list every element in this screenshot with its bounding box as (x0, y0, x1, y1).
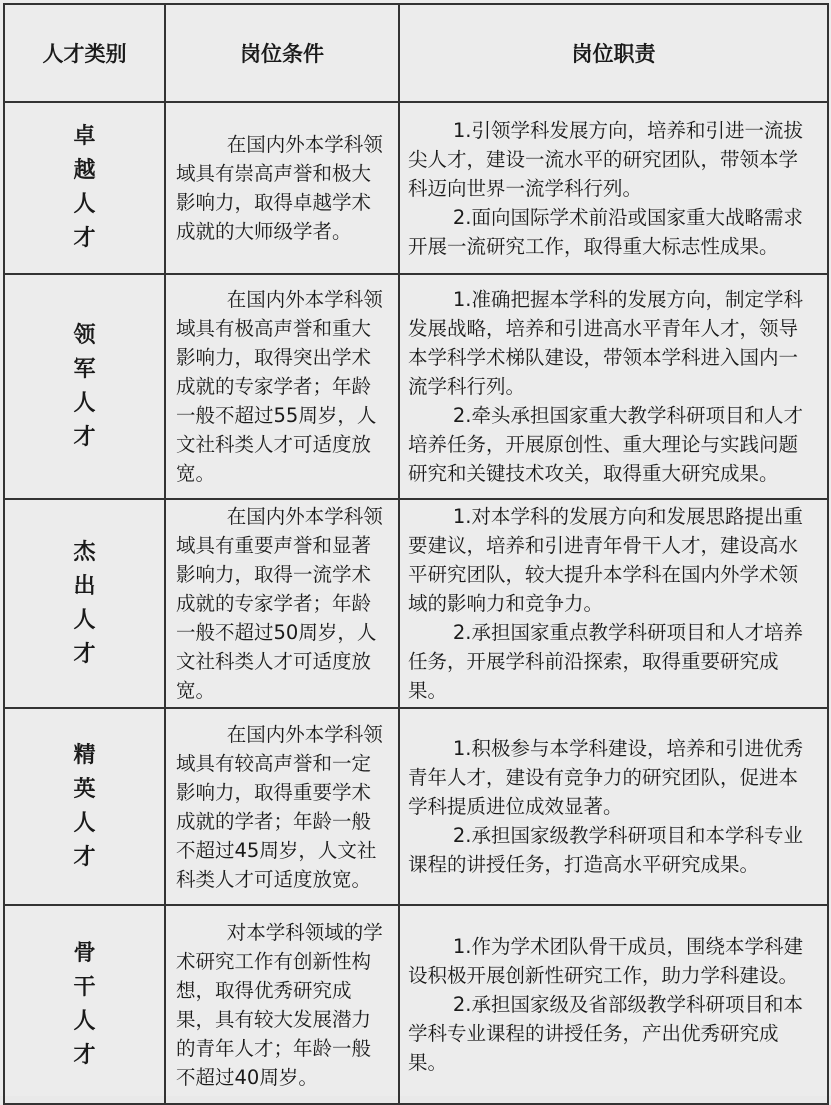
category-char: 越 (73, 158, 96, 183)
table-row (4, 708, 828, 905)
category-char: 人 (73, 192, 96, 217)
duty-item: 2.承担国家级及省部级教学科研项目和本学科专业课程的讲授任务，产出优秀研究成果。 (408, 993, 803, 1074)
duty-item: 1.准确把握本学科的发展方向，制定学科发展战略，培养和引进高水平青年人才，领导本学科学术梯队建设，带领本学科进入国内一流学科行列。 (408, 288, 803, 398)
category-cell (4, 274, 165, 499)
talent-table (3, 3, 829, 1105)
header-row (4, 4, 828, 102)
category-char: 才 (73, 641, 96, 667)
category-char: 领 (73, 322, 96, 348)
duty-cell (399, 274, 828, 499)
duty-item: 2.承担国家级教学科研项目和本学科专业课程的讲授任务，打造高水平研究成果。 (408, 824, 803, 876)
table-row (4, 905, 828, 1104)
category-char: 精 (73, 742, 96, 768)
category-char: 人 (73, 390, 96, 416)
category-char: 才 (73, 226, 96, 251)
duty-item: 2.牵头承担国家重大教学科研项目和人才培养任务，开展原创性、重大理论与实践问题研究和关键技术攻关，取得重大研究成果。 (408, 404, 803, 485)
duty-item: 1.对本学科的发展方向和发展思路提出重要建议，培养和引进青年骨干人才，建设高水平研究团队，较大提升本学科在国内外学术领域的影响力和竞争力。 (408, 505, 803, 615)
category-cell (4, 499, 165, 708)
duty-cell (399, 102, 828, 274)
condition-cell: 在国内外本学科领域具有较高声誉和一定影响力，取得重要学术成就的学者；年龄一般不超过45周岁，人文社科类人才可适度放宽。 (165, 708, 399, 905)
category-char: 杰 (73, 539, 96, 565)
header-duty: 岗位职责 (399, 4, 828, 102)
duty-cell (399, 905, 828, 1104)
category-char: 骨 (73, 940, 96, 966)
duty-item: 1.积极参与本学科建设，培养和引进优秀青年人才，建设有竞争力的研究团队，促进本学科提质进位成效显著。 (408, 737, 803, 818)
category-cell (4, 905, 165, 1104)
duty-item: 2.承担国家重点教学科研项目和人才培养任务，开展学科前沿探索，取得重要研究成果。 (408, 621, 803, 702)
condition-cell: 在国内外本学科领域具有崇高声誉和极大影响力，取得卓越学术成就的大师级学者。 (165, 102, 399, 274)
category-cell (4, 708, 165, 905)
category-char: 人 (73, 1008, 96, 1034)
category-char: 干 (73, 974, 96, 1000)
category-cell (4, 102, 165, 274)
duty-cell (399, 708, 828, 905)
duty-item: 1.引领学科发展方向，培养和引进一流拔尖人才，建设一流水平的研究团队，带领本学科迈向世界一流学科行列。 (408, 118, 803, 200)
condition-cell: 在国内外本学科领域具有极高声誉和重大影响力，取得突出学术成就的专家学者；年龄一般不超过55周岁，人文社科类人才可适度放宽。 (165, 274, 399, 499)
condition-cell: 对本学科领域的学术研究工作有创新性构想，取得优秀研究成果，具有较大发展潜力的青年人才；年龄一般不超过40周岁。 (165, 905, 399, 1104)
header-condition: 岗位条件 (165, 4, 399, 102)
condition-cell: 在国内外本学科领域具有重要声誉和显著影响力，取得一流学术成就的专家学者；年龄一般不超过50周岁，人文社科类人才可适度放宽。 (165, 499, 399, 708)
table-row (4, 499, 828, 708)
category-char: 人 (73, 810, 96, 836)
category-char: 人 (73, 607, 96, 633)
duty-item: 2.面向国际学术前沿或国家重大战略需求开展一流研究工作，取得重大标志性成果。 (408, 205, 803, 258)
category-char: 出 (73, 573, 96, 599)
duty-cell (399, 499, 828, 708)
table-row (4, 102, 828, 274)
header-category: 人才类别 (4, 4, 165, 102)
category-char: 才 (73, 844, 96, 870)
category-char: 才 (73, 424, 96, 450)
table-row (4, 274, 828, 499)
category-char: 英 (73, 776, 96, 802)
category-char: 才 (73, 1042, 96, 1068)
category-char: 军 (73, 356, 96, 382)
duty-item: 1.作为学术团队骨干成员，围绕本学科建设积极开展创新性研究工作，助力学科建设。 (408, 935, 803, 987)
category-char: 卓 (73, 124, 96, 149)
